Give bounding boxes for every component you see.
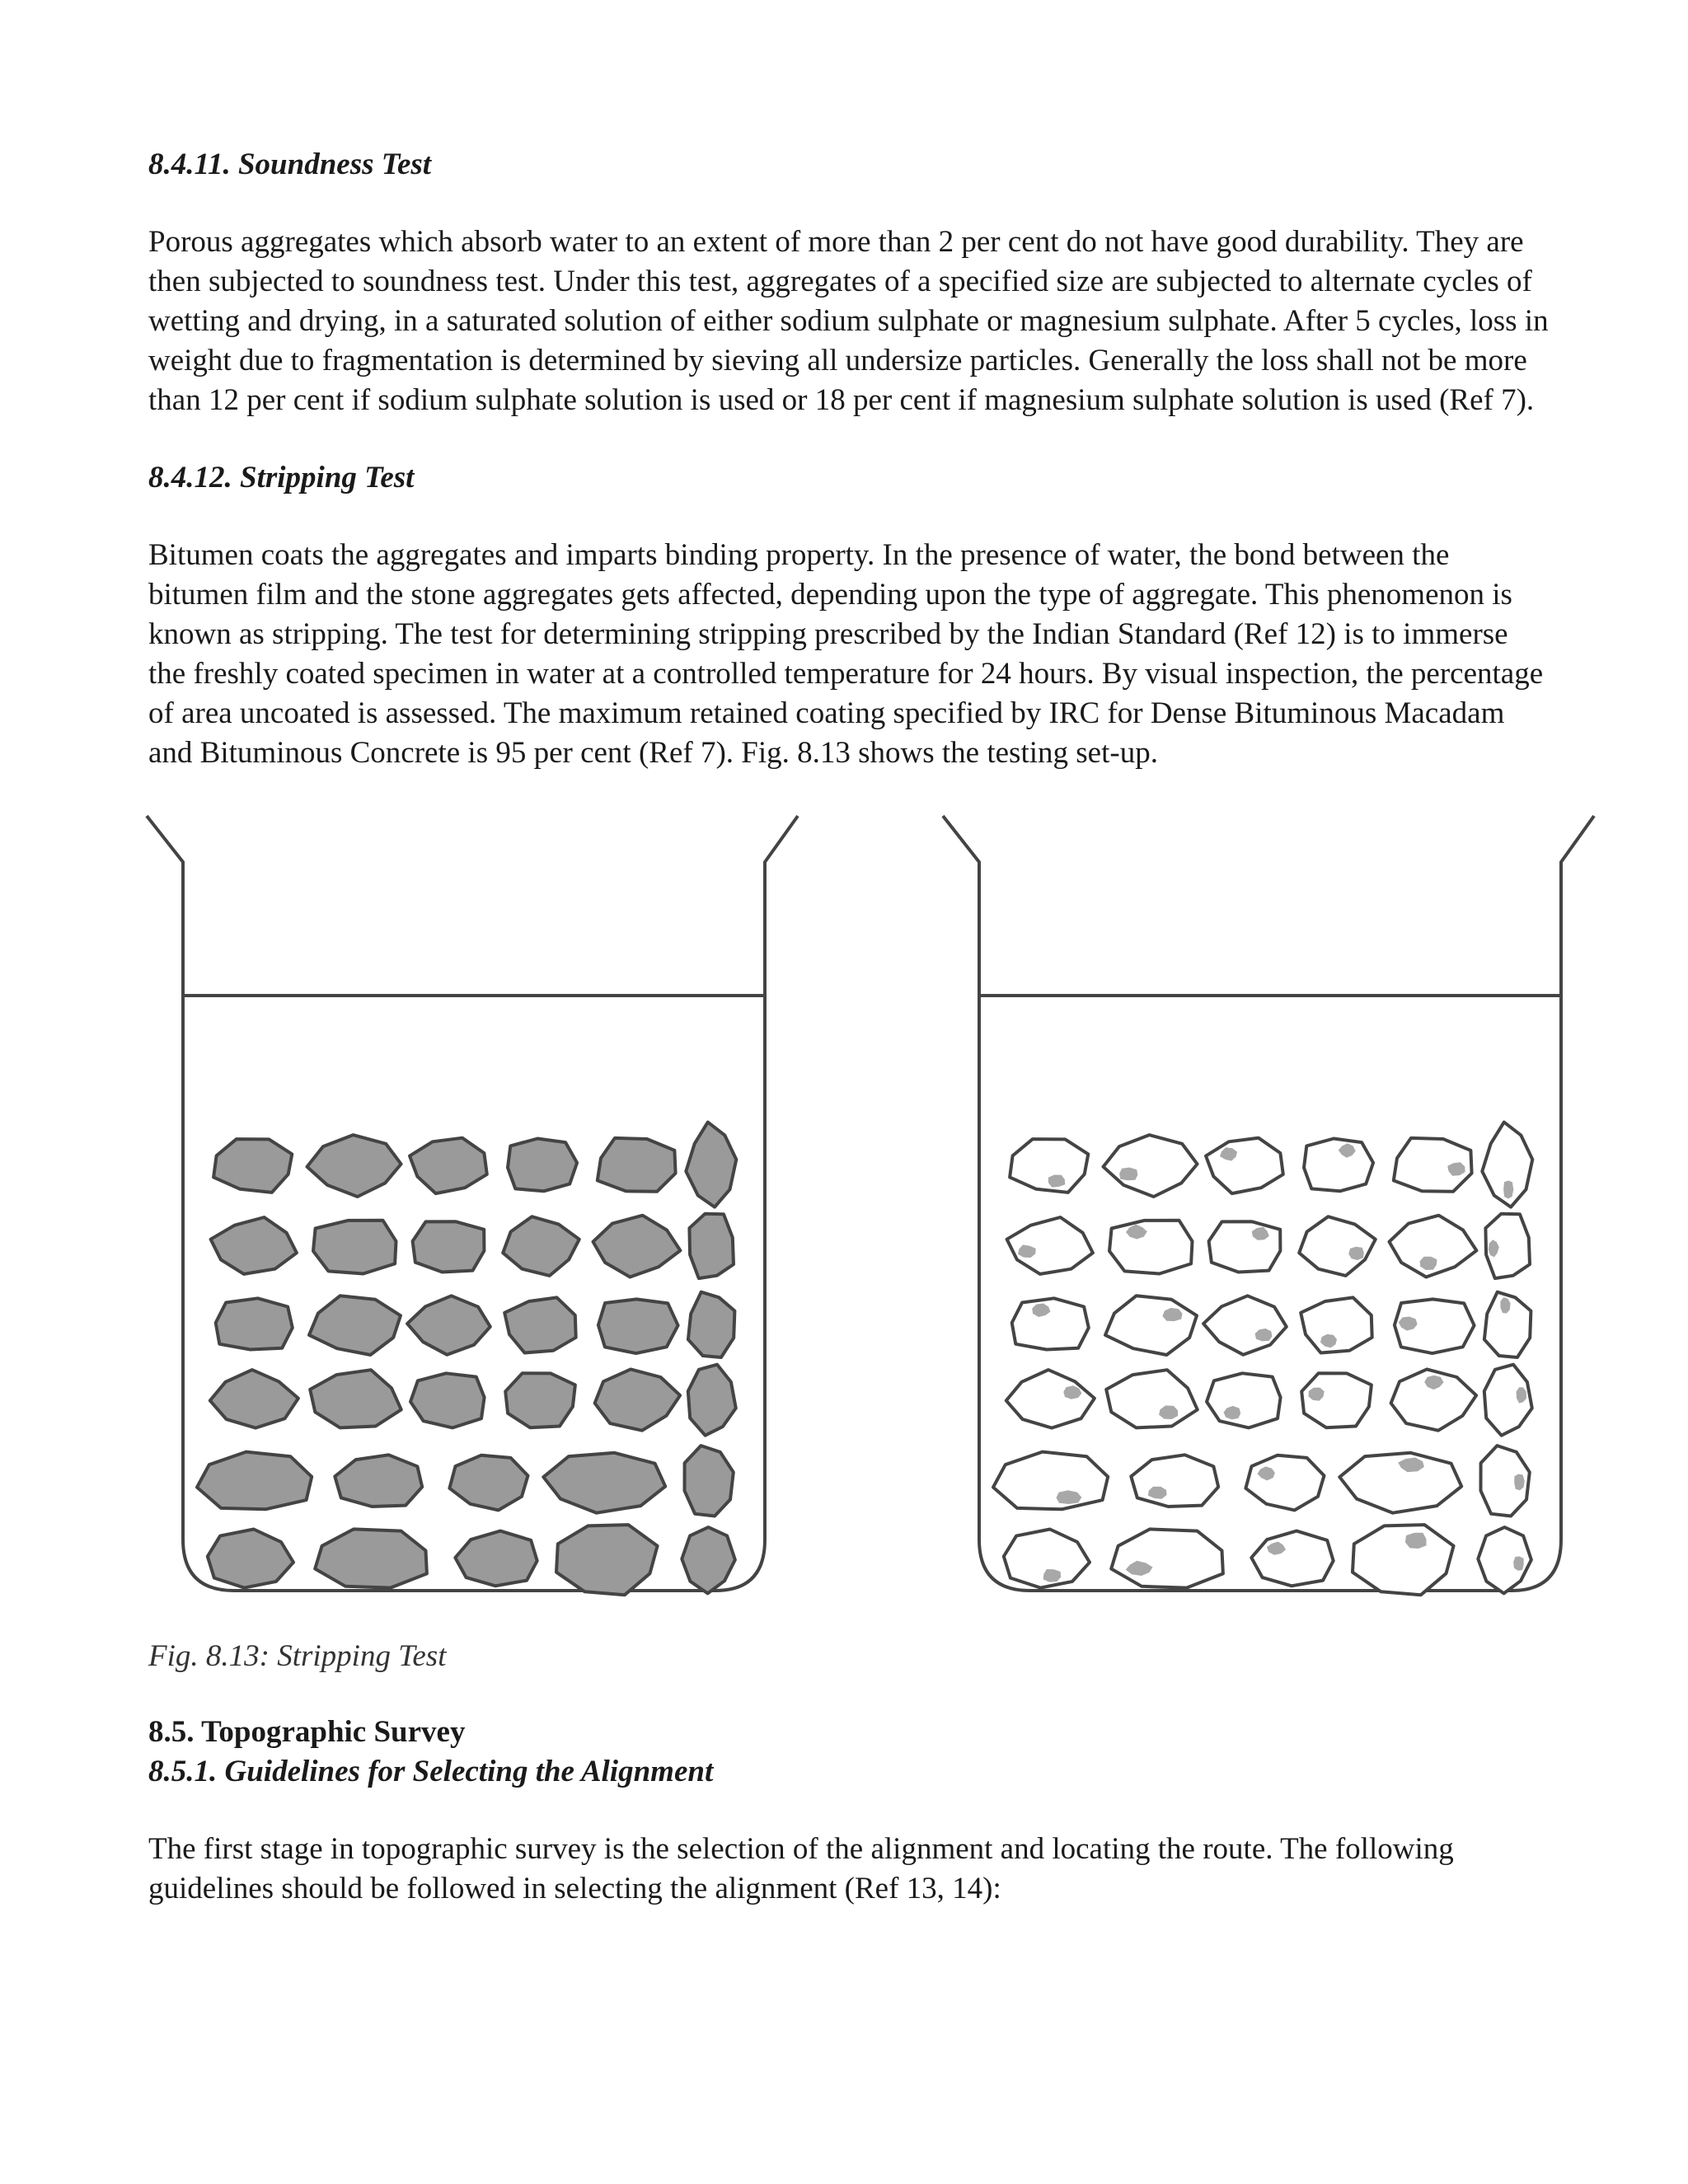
coated-stone bbox=[213, 1139, 292, 1193]
coated-stone bbox=[505, 1373, 575, 1427]
coated-stone bbox=[508, 1139, 577, 1192]
bitumen-patch bbox=[1503, 1181, 1513, 1199]
stripped-stone bbox=[1251, 1531, 1333, 1586]
stripped-stone bbox=[1106, 1370, 1198, 1427]
stripped-stone bbox=[993, 1452, 1108, 1510]
coated-stone bbox=[216, 1298, 293, 1349]
stripped-stone bbox=[1006, 1370, 1095, 1428]
coated-stone bbox=[504, 1297, 576, 1352]
stripped-stone bbox=[1353, 1525, 1454, 1595]
coated-stone bbox=[543, 1453, 665, 1513]
paragraph-soundness-test: Porous aggregates which absorb water to an extent of more than 2 per cent do not have good durability. They are then subjected to soundness test. Under this test, aggregates of a specified size are subjected to alternate cycles of wetting and drying, in a saturated solution of either sodium sulphate or magnesium sulphate. After 5 cycles, loss in weight due to fragmentation is determined by sieving all undersize particles. Generally the loss shall not be more than 12 per cent if sodium sulphate solution is used or 18 per cent if magnesium sulphate solution is used (Ref 7). bbox=[148, 225, 1549, 417]
stripped-aggregates bbox=[993, 1122, 1532, 1596]
coated-stone bbox=[315, 1529, 427, 1587]
coated-stone bbox=[335, 1455, 422, 1507]
coated-stone bbox=[313, 1221, 396, 1274]
stripped-stone bbox=[1007, 1217, 1093, 1274]
paragraph-stripping-test: Bitumen coats the aggregates and imparts binding property. In the presence of water, the bond between the bitumen film and the stone aggregates gets affected, depending upon the type of aggregate. This phenomenon is known as stripping. The test for determining stripping prescribed by the Indian Standard (Ref 12) is to immerse the freshly coated specimen in water at a controlled temperature for 24 hours. By visual inspection, the percentage of area uncoated is assessed. The maximum retained coating specified by IRC for Dense Bituminous Macadam and Bituminous Concrete is 95 per cent (Ref 7). Fig. 8.13 shows the testing set-up. bbox=[148, 538, 1544, 770]
coated-stone bbox=[685, 1446, 734, 1516]
stripped-stone bbox=[1111, 1529, 1223, 1587]
section-heading-selecting-alignment: 8.5.1. Guidelines for Selecting the Alignment bbox=[148, 1755, 714, 1788]
stripped-stone bbox=[1304, 1139, 1373, 1192]
coated-stone bbox=[410, 1138, 487, 1193]
coated-stone bbox=[455, 1531, 537, 1586]
coated-stone bbox=[598, 1299, 678, 1353]
paragraph-selecting-alignment: The first stage in topographic survey is the selection of the alignment and locating the route. The following guidelines should be followed in selecting the alignment (Ref 13, 14): bbox=[148, 1832, 1454, 1905]
stripped-stone bbox=[1301, 1297, 1372, 1352]
coated-stone bbox=[407, 1296, 490, 1355]
coated-stone bbox=[688, 1365, 736, 1436]
coated-stone bbox=[689, 1214, 734, 1278]
bitumen-patch bbox=[1513, 1557, 1524, 1571]
coated-stone bbox=[210, 1370, 298, 1428]
stripped-stone bbox=[1301, 1373, 1372, 1427]
coated-stone bbox=[197, 1452, 312, 1510]
coated-stone bbox=[211, 1217, 297, 1274]
stripped-stone bbox=[1207, 1373, 1281, 1427]
coated-stone bbox=[310, 1370, 401, 1427]
stripped-stone bbox=[1012, 1298, 1089, 1349]
stripped-stone bbox=[1206, 1138, 1283, 1193]
coated-stone bbox=[449, 1455, 528, 1511]
coated-stone bbox=[208, 1530, 293, 1588]
coated-stone bbox=[593, 1216, 681, 1277]
figure-caption: Fig. 8.13: Stripping Test bbox=[148, 1639, 447, 1673]
bitumen-patch bbox=[1048, 1175, 1066, 1188]
stripped-stone bbox=[1209, 1221, 1281, 1272]
coated-stone bbox=[410, 1373, 485, 1427]
stripped-stone bbox=[1131, 1455, 1218, 1507]
stripped-stone bbox=[1245, 1455, 1324, 1511]
coated-stone bbox=[686, 1122, 736, 1207]
coated-stone bbox=[688, 1292, 735, 1357]
coated-stone bbox=[413, 1221, 485, 1272]
coated-aggregates bbox=[197, 1122, 736, 1596]
coated-stone bbox=[556, 1525, 658, 1595]
coated-stone bbox=[682, 1527, 735, 1593]
coated-stone bbox=[503, 1216, 579, 1276]
coated-stone bbox=[595, 1369, 681, 1430]
stripping-test-figure bbox=[145, 813, 1596, 1630]
coated-stone bbox=[309, 1296, 401, 1355]
section-heading-stripping-test: 8.4.12. Stripping Test bbox=[148, 461, 415, 494]
beakers-illustration bbox=[145, 813, 1596, 1630]
coated-stone bbox=[598, 1138, 676, 1192]
stripped-stone bbox=[1299, 1216, 1376, 1276]
coated-stone bbox=[307, 1135, 401, 1197]
section-heading-topographic-survey: 8.5. Topographic Survey bbox=[148, 1715, 466, 1749]
bitumen-patch bbox=[1405, 1533, 1427, 1549]
stripped-stone bbox=[1105, 1296, 1197, 1355]
stripped-stone bbox=[1109, 1221, 1193, 1274]
stripped-stone bbox=[1203, 1296, 1287, 1355]
bitumen-patch bbox=[1119, 1168, 1137, 1181]
stripped-stone bbox=[1104, 1135, 1198, 1197]
section-heading-soundness-test: 8.4.11. Soundness Test bbox=[148, 148, 432, 181]
document-page bbox=[148, 145, 1550, 1909]
stripped-stone bbox=[1010, 1139, 1088, 1193]
